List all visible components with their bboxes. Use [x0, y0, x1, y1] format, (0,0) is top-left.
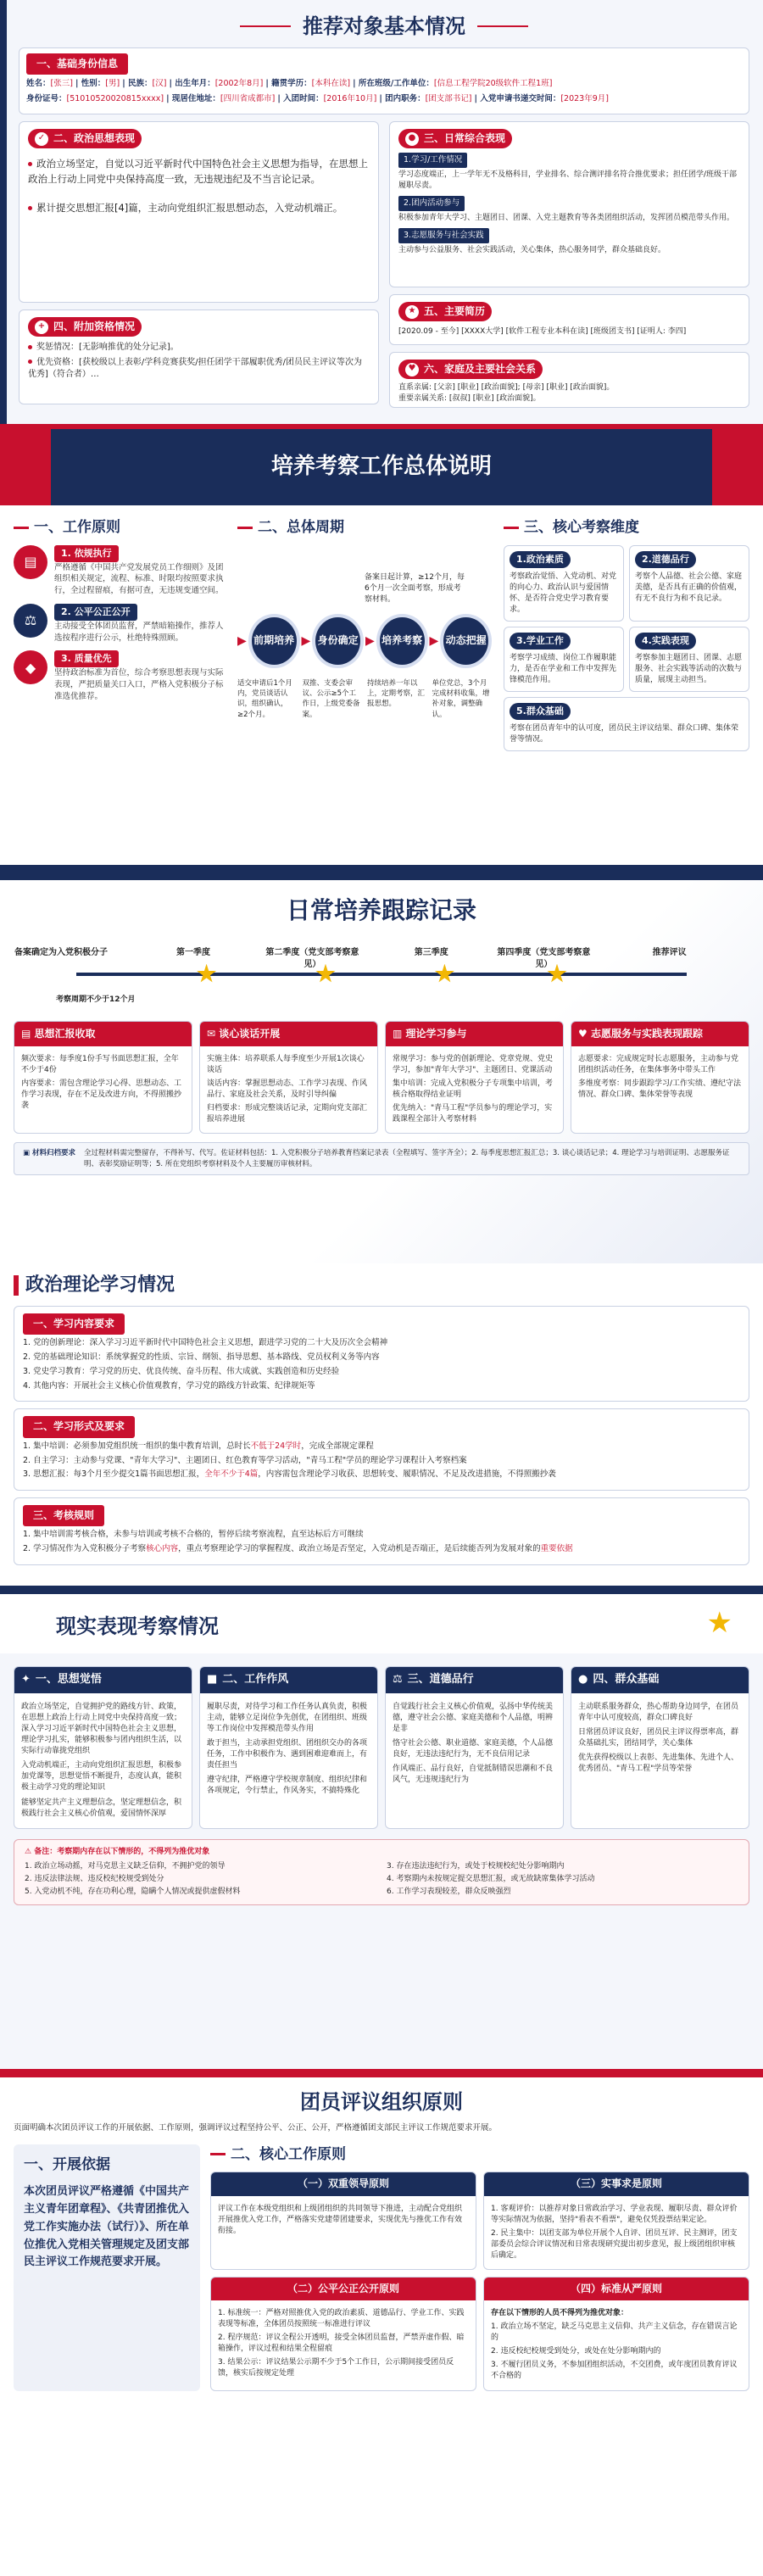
family-icon: ♥ — [405, 363, 419, 376]
scale-icon: ⚖ — [393, 1673, 403, 1687]
dimension-card: 4.实践表现 考察参加主题团日、团课、志愿服务、社会实践等活动的次数与质量，展现主动担当。 — [629, 627, 749, 692]
s1-right-column — [389, 121, 749, 408]
cycle-column — [237, 517, 492, 751]
principle-item: ◆ 3. 质量优先 坚持政治标准为首位，综合考察思想表现与实际表现，严把质量关口入口，严格入党积极分子标准选优推荐。 — [14, 650, 226, 702]
timeline-label: 第二季度（党支部考察意见） — [265, 947, 359, 970]
note-item: 5. 入党动机不纯，存在功利心理，隐瞒个人情况或提供虚假材料 — [25, 1887, 241, 1896]
cycle-note: 适交申请后1个月内，党员谈话认识，组织确认，≥2个月。 — [237, 678, 292, 719]
tracking-card: ✉ 谈心谈话开展 实施主体：培养联系人每季度至少开展1次谈心谈话 谈话内容：掌握思想动态、工作学习表现、作风品行、家庭及社会关系，及时引导纠偏 归档要求：形成完整谈话记录，定期向党支部汇报培养进展 — [199, 1021, 378, 1135]
theory-content-box — [14, 1306, 749, 1402]
timeline-label: 第一季度 — [176, 947, 210, 957]
scale-icon: ⚖ — [14, 604, 47, 638]
principle-card: （二）公平公正公开原则 1. 标准统一：严格对照推优入党的政治素质、道德品行、学业工作、实践表现等标准，全体团员按照统一标准进行评议 2. 程序规范：评议全程公开透明，接受全体团员监督，严禁弄虚作假、暗箱操作，评议过程和结果全程留痕 3. 结果公示：评议结果公示期不少于5个工作日，公示期间接受团员反馈，核实后按规定处理 — [210, 2277, 476, 2391]
basic-info-heading: 一、基础身份信息 — [26, 53, 128, 75]
timeline-bar — [76, 973, 687, 976]
arrow-right-icon: ▶ — [237, 633, 247, 648]
daily-sub-study: 1.学习/工作情况 — [398, 153, 467, 168]
cycle-step: 前期培养 — [248, 614, 300, 668]
daily-text-study: 学习态度端正，上一学年无不及格科目，学业排名、综合测评排名符合推优要求；担任团学/班级干部履职尽责。 — [398, 170, 738, 191]
cycle-note: 双推、支委会审议、公示≥5个工作日，上级党委备案。 — [302, 678, 360, 719]
section-theory — [0, 1263, 763, 1586]
list-item: 1. 集中培训：必须参加党组织统一组织的集中教育培训，总时长不低于24学时，完成全部规定课程 — [23, 1441, 374, 1451]
title-line-right — [477, 25, 528, 27]
plus-icon: + — [35, 321, 48, 334]
dimensions-heading: 三、核心考察维度 — [504, 517, 749, 538]
note-item: 1. 政治立场动摇，对马克思主义缺乏信仰，不拥护党的领导 — [25, 1861, 226, 1871]
attach-heading: + 四、附加资格情况 — [28, 317, 142, 337]
section-basic-info — [0, 0, 763, 424]
arrow-right-icon: ▶ — [301, 633, 311, 648]
principles-column — [14, 517, 226, 751]
principles-heading: 一、工作原则 — [14, 517, 226, 538]
principle-item: ⚖ 2. 公平公正公开 主动接受全体团员监督，严禁暗箱操作，推荐人选按程序进行公示，杜绝特殊照顾。 — [14, 604, 226, 644]
daily-sub-activities: 2.团内活动参与 — [398, 196, 465, 211]
lightbulb-icon: ✦ — [21, 1673, 31, 1687]
cycle-note: 单位党总，3个月完成材料收集，增补对象，调整确认。 — [432, 678, 490, 719]
card-header: ▤ 思想汇报收取 — [14, 1022, 192, 1046]
warning-icon: ⚠ — [25, 1847, 35, 1856]
materials-text: 全过程材料需完整留存，不得补写、代写。佐证材料包括：1. 入党积极分子培养教育档案记录表（全程填写、签字齐全）；2. 每季度思想汇报汇总；3. 谈心谈话记录；4. 理论学习与培训证明、志愿服务证明、表彰奖励证明等；5. 所在党组织考察材料及个人主要履历审核材料。 — [84, 1149, 730, 1168]
evaluation-columns — [14, 2144, 749, 2391]
tracking-card: ▤ 思想汇报收取 频次要求：每季度1份手写书面思想汇报，全年不少于4份 内容要求：需包含理论学习心得、思想动态、工作学习表现，存在不足及改进方向，不得照搬抄袭 — [14, 1021, 192, 1135]
basis-panel — [14, 2144, 200, 2391]
arrow-right-icon: ▶ — [365, 633, 375, 648]
performance-card: ✦ 一、思想觉悟 政治立场坚定，自觉拥护党的路线方针、政策，在思想上政治上行动上同党中央保持高度一致；深入学习习近平新时代中国特色社会主义思想，理论学习扎实，能够积极参与团内组织生活，以实际行动靠拢党组织 入党动机端正，主动向党组织汇报思想，积极参加党课等，思想觉悟不断提升，态度认真，能积极主动学习党的理论知识 能够坚定共产主义理想信念，坚定理想信念，积极践行社会主义核心价值观，爱国情怀深厚 — [14, 1666, 192, 1828]
timeline-note: 考察周期不少于12个月 — [56, 995, 136, 1004]
list-item: 2. 自主学习：主动参与党课、"青年大学习"、主题团日、红色教育等学习活动，"青马工程"学员的理论学习课程计入考察档案 — [23, 1455, 467, 1465]
book-icon: ▤ — [14, 545, 47, 579]
core-principles-heading: 二、核心工作原则 — [210, 2144, 749, 2166]
performance-card: ⚖ 三、道德品行 自觉践行社会主义核心价值观，弘扬中华传统美德，遵守社会公德、家庭美德和个人品德，明辨是非 恪守社会公德、职业道德、家庭美德，个人品德良好，无违法违纪行为，无不良信用记录 作风端正、品行良好，自觉抵制错误思潮和不良风气，无违规违纪行为 — [385, 1666, 564, 1828]
timeline-label: 第四季度（党支部考察意见） — [497, 947, 591, 970]
person-icon: ● — [405, 132, 419, 146]
principle-card: （三）实事求是原则 1. 客观评价：以推荐对象日常政治学习、学业表现、履职尽责、群众评价等实际情况为依据，坚持"看表不看票"，避免仅凭投票结果定论。 2. 民主集中：以团支部为单位开展个人自评、团员互评、民主测评，团支部委员会综合评议情况和日常表现研究提出初步意见，报上级团组织审核后确定。 — [483, 2172, 749, 2270]
tracking-cards — [14, 1021, 749, 1135]
hands-icon: ♥ — [578, 1027, 591, 1040]
section-performance — [0, 1586, 763, 2069]
daily-sub-volunteer: 3.志愿服务与社会实践 — [398, 228, 489, 243]
principle-card: （四）标准从严原则 存在以下情形的人员不得列为推优对象： 1. 政治立场不坚定，缺乏马克思主义信仰、共产主义信念，存在错误言论的 2. 违反校纪校规受到处分，或处在处分影响期内的 3. 不履行团员义务，不参加团组织活动，不交团费，或年度团员教育评议不合格的 — [483, 2277, 749, 2391]
card-header: ♥ 志愿服务与实践表现跟踪 — [571, 1022, 749, 1046]
principle-item: ▤ 1. 依规执行 严格遵循《中国共产党发展党员工作细则》及团组织相关规定，流程、标准、时限均按照要求执行，全过程留痕，有据可查，无违规变通空间。 — [14, 545, 226, 597]
list-item: 1. 党的创新理论：深入学习习近平新时代中国特色社会主义思想，跟进学习党的二十大及历次全会精神 — [23, 1338, 388, 1348]
daily-text-activities: 积极参加青年大学习、主题团日、团课、入党主题教育等各类团组织活动，发挥团员模范带头作用。 — [398, 213, 735, 222]
principle-card: （一）双重领导原则 评议工作在本级党组织和上级团组织的共同领导下推进，主动配合党组织开展推优入党工作，严格落实党建带团建要求，实现优先与推优工作有效衔接。 — [210, 2172, 476, 2270]
family-heading: ♥ 六、家庭及主要社会关系 — [398, 360, 543, 379]
tracking-title: 日常培养跟踪记录 — [286, 896, 476, 924]
basic-info-row-2: 身份证号：[510105200208​15xxxx] | 现居住地址：[四川省成都市] | 入团时间：[2016年10月] | 团内职务：[团支部书记] | 入党申请书递交时间：[2023年9月] — [26, 94, 609, 104]
s1-left-column — [19, 121, 379, 408]
performance-header — [14, 1603, 749, 1644]
tracking-card: ▥ 理论学习参与 常规学习：参与党的创新理论、党章党规、党史学习，参加"青年大学习"、主题团日、党课活动 集中培训：完成入党积极分子专项集中培训，考核合格取得结业证明 优先纳入："青马工程"学员参与的理论学习，实践课程全部计入考察材料 — [385, 1021, 564, 1135]
cycle-step: 身份确定 — [312, 614, 364, 668]
dimension-card: 2.道德品行 考察个人品德、社会公德、家庭美德，是否具有正确的价值观，有无不良行为和不良记录。 — [629, 545, 749, 622]
list-item: 3. 思想汇报：每3个月至少提交1篇书面思想汇报，全年不少于4篇，内容需包含理论学习收获、思想转变、履职情况、不足及改进措施，不得照搬抄袭 — [23, 1469, 556, 1480]
bullet-icon — [28, 162, 32, 166]
cycle-diagram — [237, 614, 492, 668]
principles-panel — [210, 2144, 749, 2391]
materials-box — [14, 1142, 749, 1175]
chat-icon: ✉ — [207, 1027, 220, 1040]
basis-text: 本次团员评议严格遵循《中国共产主义青年团章程》、《共青团推优入党工作实施办法（试行）》、所在单位推优入党相关管理规定及团支部民主评议工作规范要求开展。 — [24, 2185, 190, 2269]
title-line-left — [240, 25, 291, 27]
cycle-note: 持续培养一年以上，定期考察，汇报思想。 — [367, 678, 426, 709]
star-icon: ★ — [405, 305, 419, 319]
arrow-right-icon: ▶ — [429, 633, 439, 648]
card-header: ✉ 谈心谈话开展 — [200, 1022, 377, 1046]
dimensions-grid — [504, 545, 749, 751]
basic-info-row-1: 姓名：[张三] | 性别：[男] | 民族：[汉] | 出生年月：[2002年8月] | 籍贯学历：[本科在读] | 所在班级/工作单位：[信息工程学院20级软件工程1班] — [26, 79, 553, 89]
note-item: 6. 工作学习表现较差，群众反映强烈 — [387, 1887, 511, 1896]
list-item: 1. 集中培训需考核合格，未参与培训或考核不合格的，暂停后续考察流程，直至达标后方可继续 — [23, 1530, 364, 1540]
theory-title: 政治理论学习情况 — [14, 1272, 749, 1299]
list-item: 4. 其他内容：开展社会主义核心价值观教育，学习党的路线方针政策、纪律规矩等 — [23, 1380, 315, 1391]
dimension-card: 5.群众基础 考察在团员青年中的认可度，团员民主评议结果、群众口碑、集体荣誉等情况。 — [504, 697, 749, 751]
star-icon: ★ — [706, 1606, 732, 1640]
bullet-icon — [28, 206, 32, 210]
list-item: 累计提交思想汇报[4]篇，主动向党组织汇报思想动态，入党动机端正。 — [28, 201, 370, 216]
theory-form-heading: 二、学习形式及要求 — [23, 1416, 135, 1437]
cycle-notes — [237, 678, 492, 720]
performance-title: 现实表现考察情况 — [56, 1614, 219, 1639]
resume-box — [389, 294, 749, 345]
theory-content-heading: 一、学习内容要求 — [23, 1313, 125, 1335]
list-item: 奖惩情况：[无影响推优的处分记录]。 — [28, 342, 370, 354]
s1-columns — [19, 121, 749, 408]
timeline — [14, 947, 712, 1006]
daily-text-volunteer: 主动参与公益服务、社会实践活动，关心集体，热心服务同学，群众基础良好。 — [398, 245, 666, 254]
resume-heading: ★ 五、主要简历 — [398, 302, 492, 321]
cycle-step: 动态把握 — [440, 614, 492, 668]
cycle-step: 培养考察 — [376, 614, 428, 668]
note-item: 3. 存在违法违纪行为，或处于校规校纪处分影响期内 — [387, 1861, 565, 1871]
note-item: 2. 违反法律法规、违反校纪校规受到处分 — [25, 1874, 164, 1883]
bullet-icon — [28, 345, 32, 349]
note-list — [25, 1861, 738, 1898]
timeline-label: 第三季度 — [414, 947, 448, 957]
theory-rules-heading: 三、考核规则 — [23, 1505, 104, 1526]
section-title: 推荐对象基本情况 — [19, 8, 749, 44]
performance-cards — [14, 1666, 749, 1828]
performance-card: ● 四、群众基础 主动联系服务群众，热心帮助身边同学，在团员青年中认可度较高，群众口碑良好 日常团员评议良好，团员民主评议得票率高，群众基础扎实，团结同学，关心集体 优先获得校级以上表彰、先进集体、先进个人、优秀团员、"青马工程"学员等荣誉 — [571, 1666, 749, 1828]
shield-icon: ◆ — [14, 650, 47, 684]
materials-heading: ▣ 材料归档要求 — [23, 1149, 76, 1158]
card-header: ▥ 理论学习参与 — [386, 1022, 563, 1046]
book-icon: ▥ — [393, 1027, 406, 1040]
family-text-1: 直系亲属: [父亲] [职业] [政治面貌]; [母亲] [职业] [政治面貌]。 — [398, 383, 615, 393]
bullet-icon — [28, 360, 32, 364]
folder-icon: ▣ — [23, 1149, 32, 1158]
list-item: 2. 党的基础理论知识：系统掌握党的性质、宗旨、纲领、指导思想、基本路线、党员权利义务等内容 — [23, 1352, 380, 1363]
basis-heading: 一、开展依据 — [24, 2155, 110, 2173]
cycle-top-note: 备案日起计算，≥12个月，每6个月一次全面考察，形成考察材料。 — [365, 572, 465, 604]
dimension-card: 1.政治素质 考察政治觉悟、入党动机、对党的向心力、政治认识与爱国情怀、是否符合党史学习教育要求。 — [504, 545, 624, 622]
list-item: 2. 学习情况作为入党积极分子考察核心内容，重点考察理论学习的掌握程度、政治立场是否坚定，入党动机是否端正，是后续能否列为发展对象的重要依据 — [23, 1544, 573, 1554]
section-evaluation — [0, 2069, 763, 2576]
cycle-heading: 二、总体周期 — [237, 517, 492, 538]
overview-columns — [0, 505, 763, 763]
overview-banner — [0, 429, 763, 505]
timeline-label: 推荐评议 — [652, 947, 687, 957]
section-overview — [0, 424, 763, 865]
evaluation-intro: 页面明确本次团员评议工作的开展依据、工作原则，强调评议过程坚持公平、公正、公开，严格遵循团支部民主评议工作规范要求开展。 — [14, 2122, 498, 2133]
family-text-2: 重要亲属关系: [叔叔] [职业] [政治面貌]。 — [398, 394, 541, 404]
briefcase-icon: ■ — [207, 1673, 218, 1687]
principle-grid — [210, 2172, 749, 2390]
exclusion-note — [14, 1839, 749, 1905]
section-tracking — [0, 865, 763, 1263]
daily-heading: ● 三、日常综合表现 — [398, 129, 512, 148]
basic-info-box — [19, 47, 749, 114]
theory-form-box — [14, 1408, 749, 1491]
check-icon: ✓ — [35, 132, 48, 146]
performance-card: ■ 二、工作作风 履职尽责，对待学习和工作任务认真负责，积极主动，能够立足岗位争先创优，在团组织、班级等工作岗位中发挥模范带头作用 敢于担当，主动承担党组织、团组织交办的各项任务，工作中积极作为、遇到困难迎难而上，有责任担当 遵守纪律，严格遵守学校规章制度、组织纪律和各项规定，令行禁止，作风务实，不搞特殊化 — [199, 1666, 378, 1828]
note-heading: ⚠ 备注：考察期内存在以下情形的，不得列为推优对象 — [25, 1847, 210, 1856]
political-box — [19, 121, 379, 303]
overview-title: 培养考察工作总体说明 — [270, 454, 492, 480]
dimension-card: 3.学业工作 考察学习成绩、岗位工作履职能力，是否在学业和工作中发挥先锋模范作用。 — [504, 627, 624, 692]
document-icon: ▤ — [21, 1027, 35, 1040]
political-heading: ✓ 二、政治思想表现 — [28, 129, 142, 148]
tracking-card: ♥ 志愿服务与实践表现跟踪 志愿要求：完成规定时长志愿服务，主动参与党团组织活动任务，在集体事务中带头工作 多维度考察：同步跟踪学习/工作实绩、遵纪守法情况、群众口碑、集体荣誉等表现 — [571, 1021, 749, 1135]
list-item: 优先资格：[获校级以上表彰/学科竞赛获奖/担任团学干部履职优秀/团员民主评议等次为优秀]（符合者）… — [28, 357, 363, 380]
resume-text: [2020.09 - 至今] [XXXX大学] [软件工程专业本科在读] [班级团支书] [证明人: 李四] — [398, 327, 687, 337]
list-item: 3. 党史学习教育：学习党的历史、优良传统、奋斗历程、伟大成就、实践创造和历史经验 — [23, 1366, 340, 1376]
daily-box — [389, 121, 749, 287]
family-box — [389, 352, 749, 408]
attach-box — [19, 309, 379, 404]
list-item: 政治立场坚定，自觉以习近平新时代中国特色社会主义思想为指导，在思想上政治上行动上同党中央保持高度一致，无违规违纪及不当言论记录。 — [28, 158, 368, 186]
theory-rules-box — [14, 1497, 749, 1565]
dimensions-column — [504, 517, 749, 751]
note-item: 4. 考察期内未按规定提交思想汇报，或无故缺席集体学习活动 — [387, 1874, 595, 1883]
people-icon: ● — [578, 1673, 588, 1687]
timeline-label: 备案确定为入党积极分子 — [14, 947, 108, 957]
evaluation-title: 团员评议组织原则 — [300, 2090, 463, 2114]
